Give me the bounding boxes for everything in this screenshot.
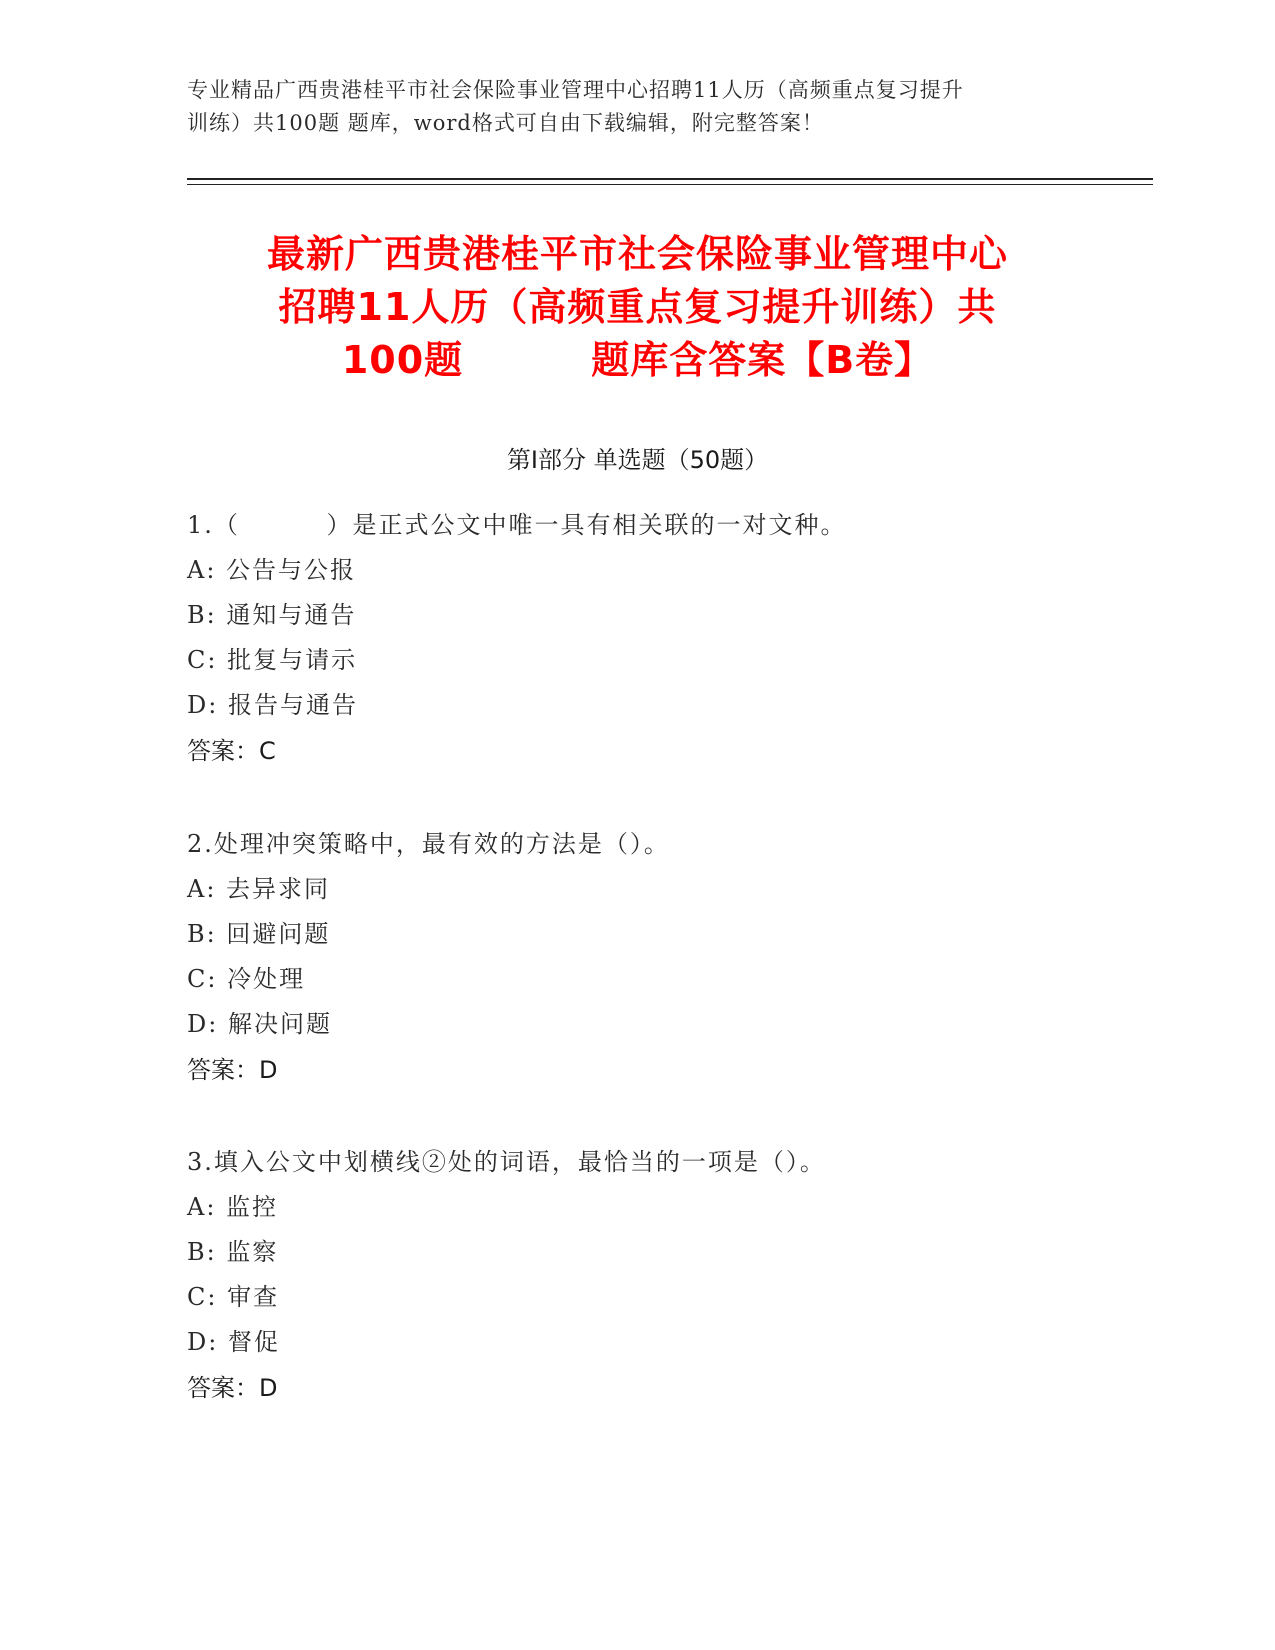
header-note-line-2: 训练）共100题 题库，word格式可自由下载编辑，附完整答案！ bbox=[187, 111, 824, 135]
document-title-line-3: 100题 题库含答案【B卷】 bbox=[341, 338, 934, 382]
option-a: A: 监控 bbox=[187, 1193, 279, 1221]
option-a: A: 去异求同 bbox=[187, 875, 331, 903]
question-answer: 答案：D bbox=[187, 1056, 278, 1084]
document-title bbox=[160, 228, 1115, 387]
question-3 bbox=[187, 1140, 1147, 1411]
option-c: C: 冷处理 bbox=[187, 965, 306, 993]
question-answer: 答案：C bbox=[187, 737, 276, 765]
question-1 bbox=[187, 503, 1147, 774]
question-stem: 1.（ ）是正式公文中唯一具有相关联的一对文种。 bbox=[187, 511, 847, 539]
part-heading: 第Ⅰ部分 单选题（50题） bbox=[506, 446, 769, 474]
header-note-line-1: 专业精品广西贵港桂平市社会保险事业管理中心招聘11人历（高频重点复习提升 bbox=[187, 78, 964, 102]
option-d: D: 报告与通告 bbox=[187, 691, 358, 719]
question-stem: 2.处理冲突策略中，最有效的方法是（）。 bbox=[187, 830, 670, 858]
option-b: B: 监察 bbox=[187, 1238, 279, 1266]
option-c: C: 批复与请示 bbox=[187, 646, 358, 674]
question-stem: 3.填入公文中划横线②处的词语，最恰当的一项是（）。 bbox=[187, 1148, 826, 1176]
option-b: B: 通知与通告 bbox=[187, 601, 357, 629]
header-divider-thin bbox=[187, 184, 1153, 185]
option-d: D: 督促 bbox=[187, 1328, 280, 1356]
document-title-line-1: 最新广西贵港桂平市社会保险事业管理中心 bbox=[266, 232, 1008, 276]
question-2 bbox=[187, 822, 1147, 1093]
document-title-line-2: 招聘11人历（高频重点复习提升训练）共 bbox=[278, 285, 997, 329]
option-d: D: 解决问题 bbox=[187, 1010, 332, 1038]
option-a: A: 公告与公报 bbox=[187, 556, 357, 584]
question-answer: 答案：D bbox=[187, 1374, 278, 1402]
header-note bbox=[187, 74, 1087, 140]
option-c: C: 审查 bbox=[187, 1283, 280, 1311]
header-divider-thick bbox=[187, 178, 1153, 180]
option-b: B: 回避问题 bbox=[187, 920, 331, 948]
